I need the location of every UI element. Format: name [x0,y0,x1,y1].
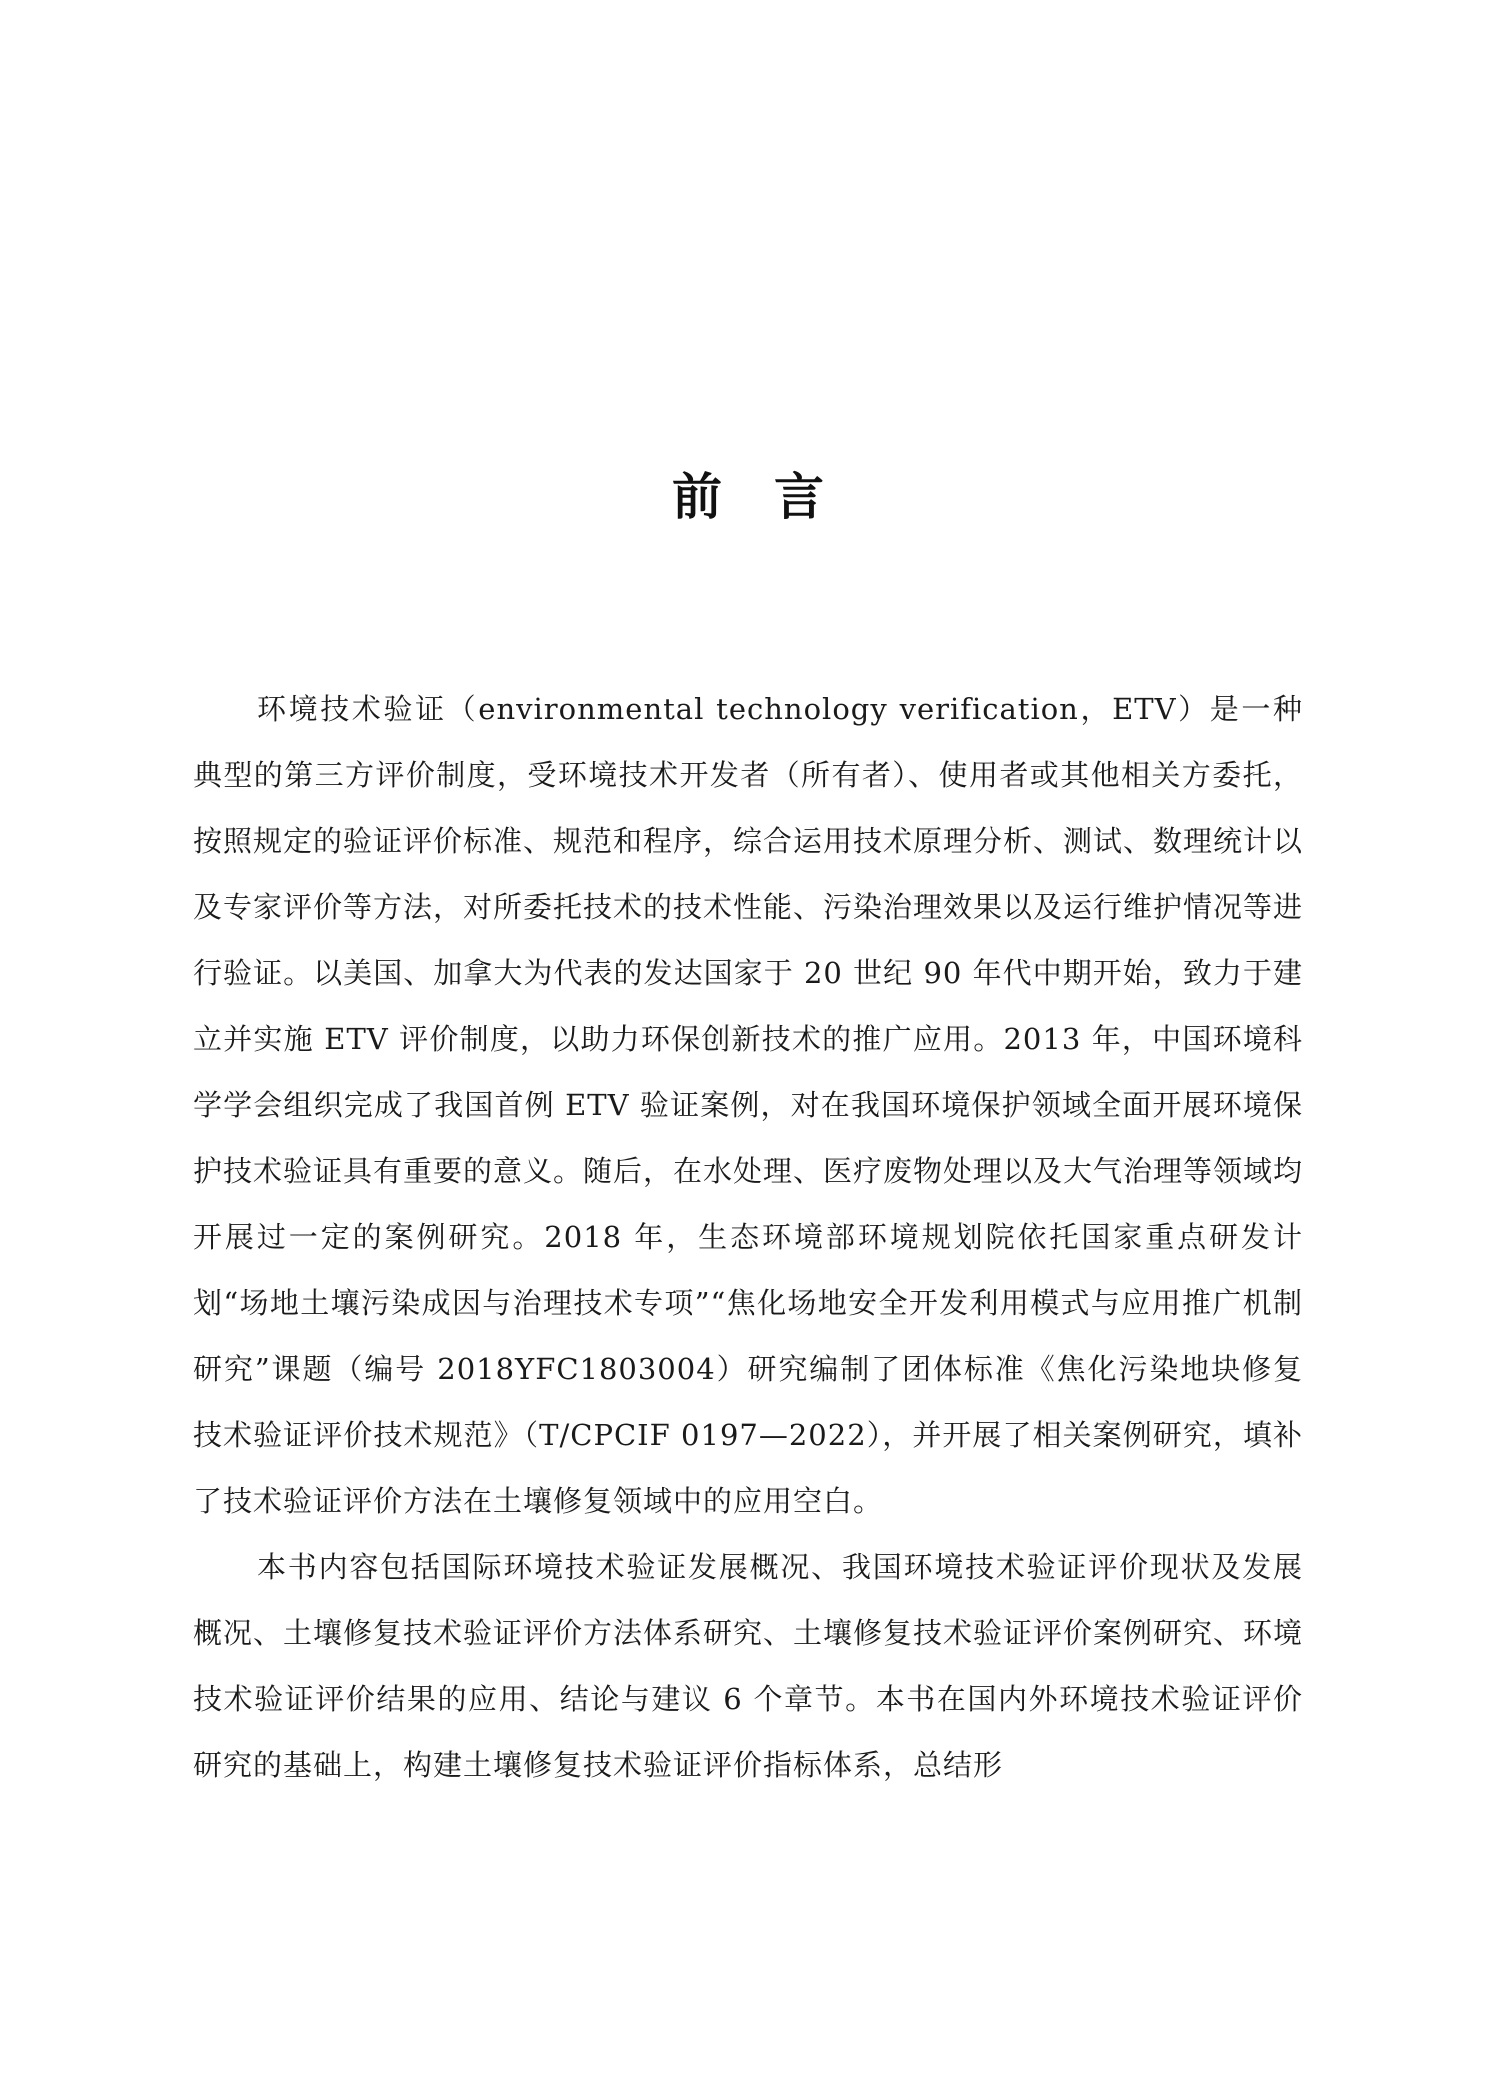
page-title: 前言 [672,466,876,526]
paragraph: 环境技术验证（environmental technology verification，ETV）是一种典型的第三方评价制度，受环境技术开发者（所有者）、使用者或其他相关方委托，按照规定的验证评价标准、规范和程序，综合运用技术原理分析、测试、数理统计以及专家评价等方法，对所委托技术的技术性能、污染治理效果以及运行维护情况等进行验证。以美国、加拿大为代表的发达国家于 20 世纪 90 年代中期开始，致力于建立并实施 ETV 评价制度，以助力环保创新技术的推广应用。2013 年，中国环境科学学会组织完成了我国首例 ETV 验证案例，对在我国环境保护领域全面开展环境保护技术验证具有重要的意义。随后，在水处理、医疗废物处理以及大气治理等领域均开展过一定的案例研究。2018 年，生态环境部环境规划院依托国家重点研发计划“场地土壤污染成因与治理技术专项”“焦化场地安全开发利用模式与应用推广机制研究”课题（编号 2018YFC1803004）研究编制了团体标准《焦化污染地块修复技术验证评价技术规范》（T/CPCIF 0197—2022），并开展了相关案例研究，填补了技术验证评价方法在土壤修复领域中的应用空白。 [193,692,1304,1518]
body-text [193,676,1303,1798]
paragraph: 本书内容包括国际环境技术验证发展概况、我国环境技术验证评价现状及发展概况、土壤修复技术验证评价方法体系研究、土壤修复技术验证评价案例研究、环境技术验证评价结果的应用、结论与建议 6 个章节。本书在国内外环境技术验证评价研究的基础上，构建土壤修复技术验证评价指标体系，总结形 [193,1550,1304,1782]
